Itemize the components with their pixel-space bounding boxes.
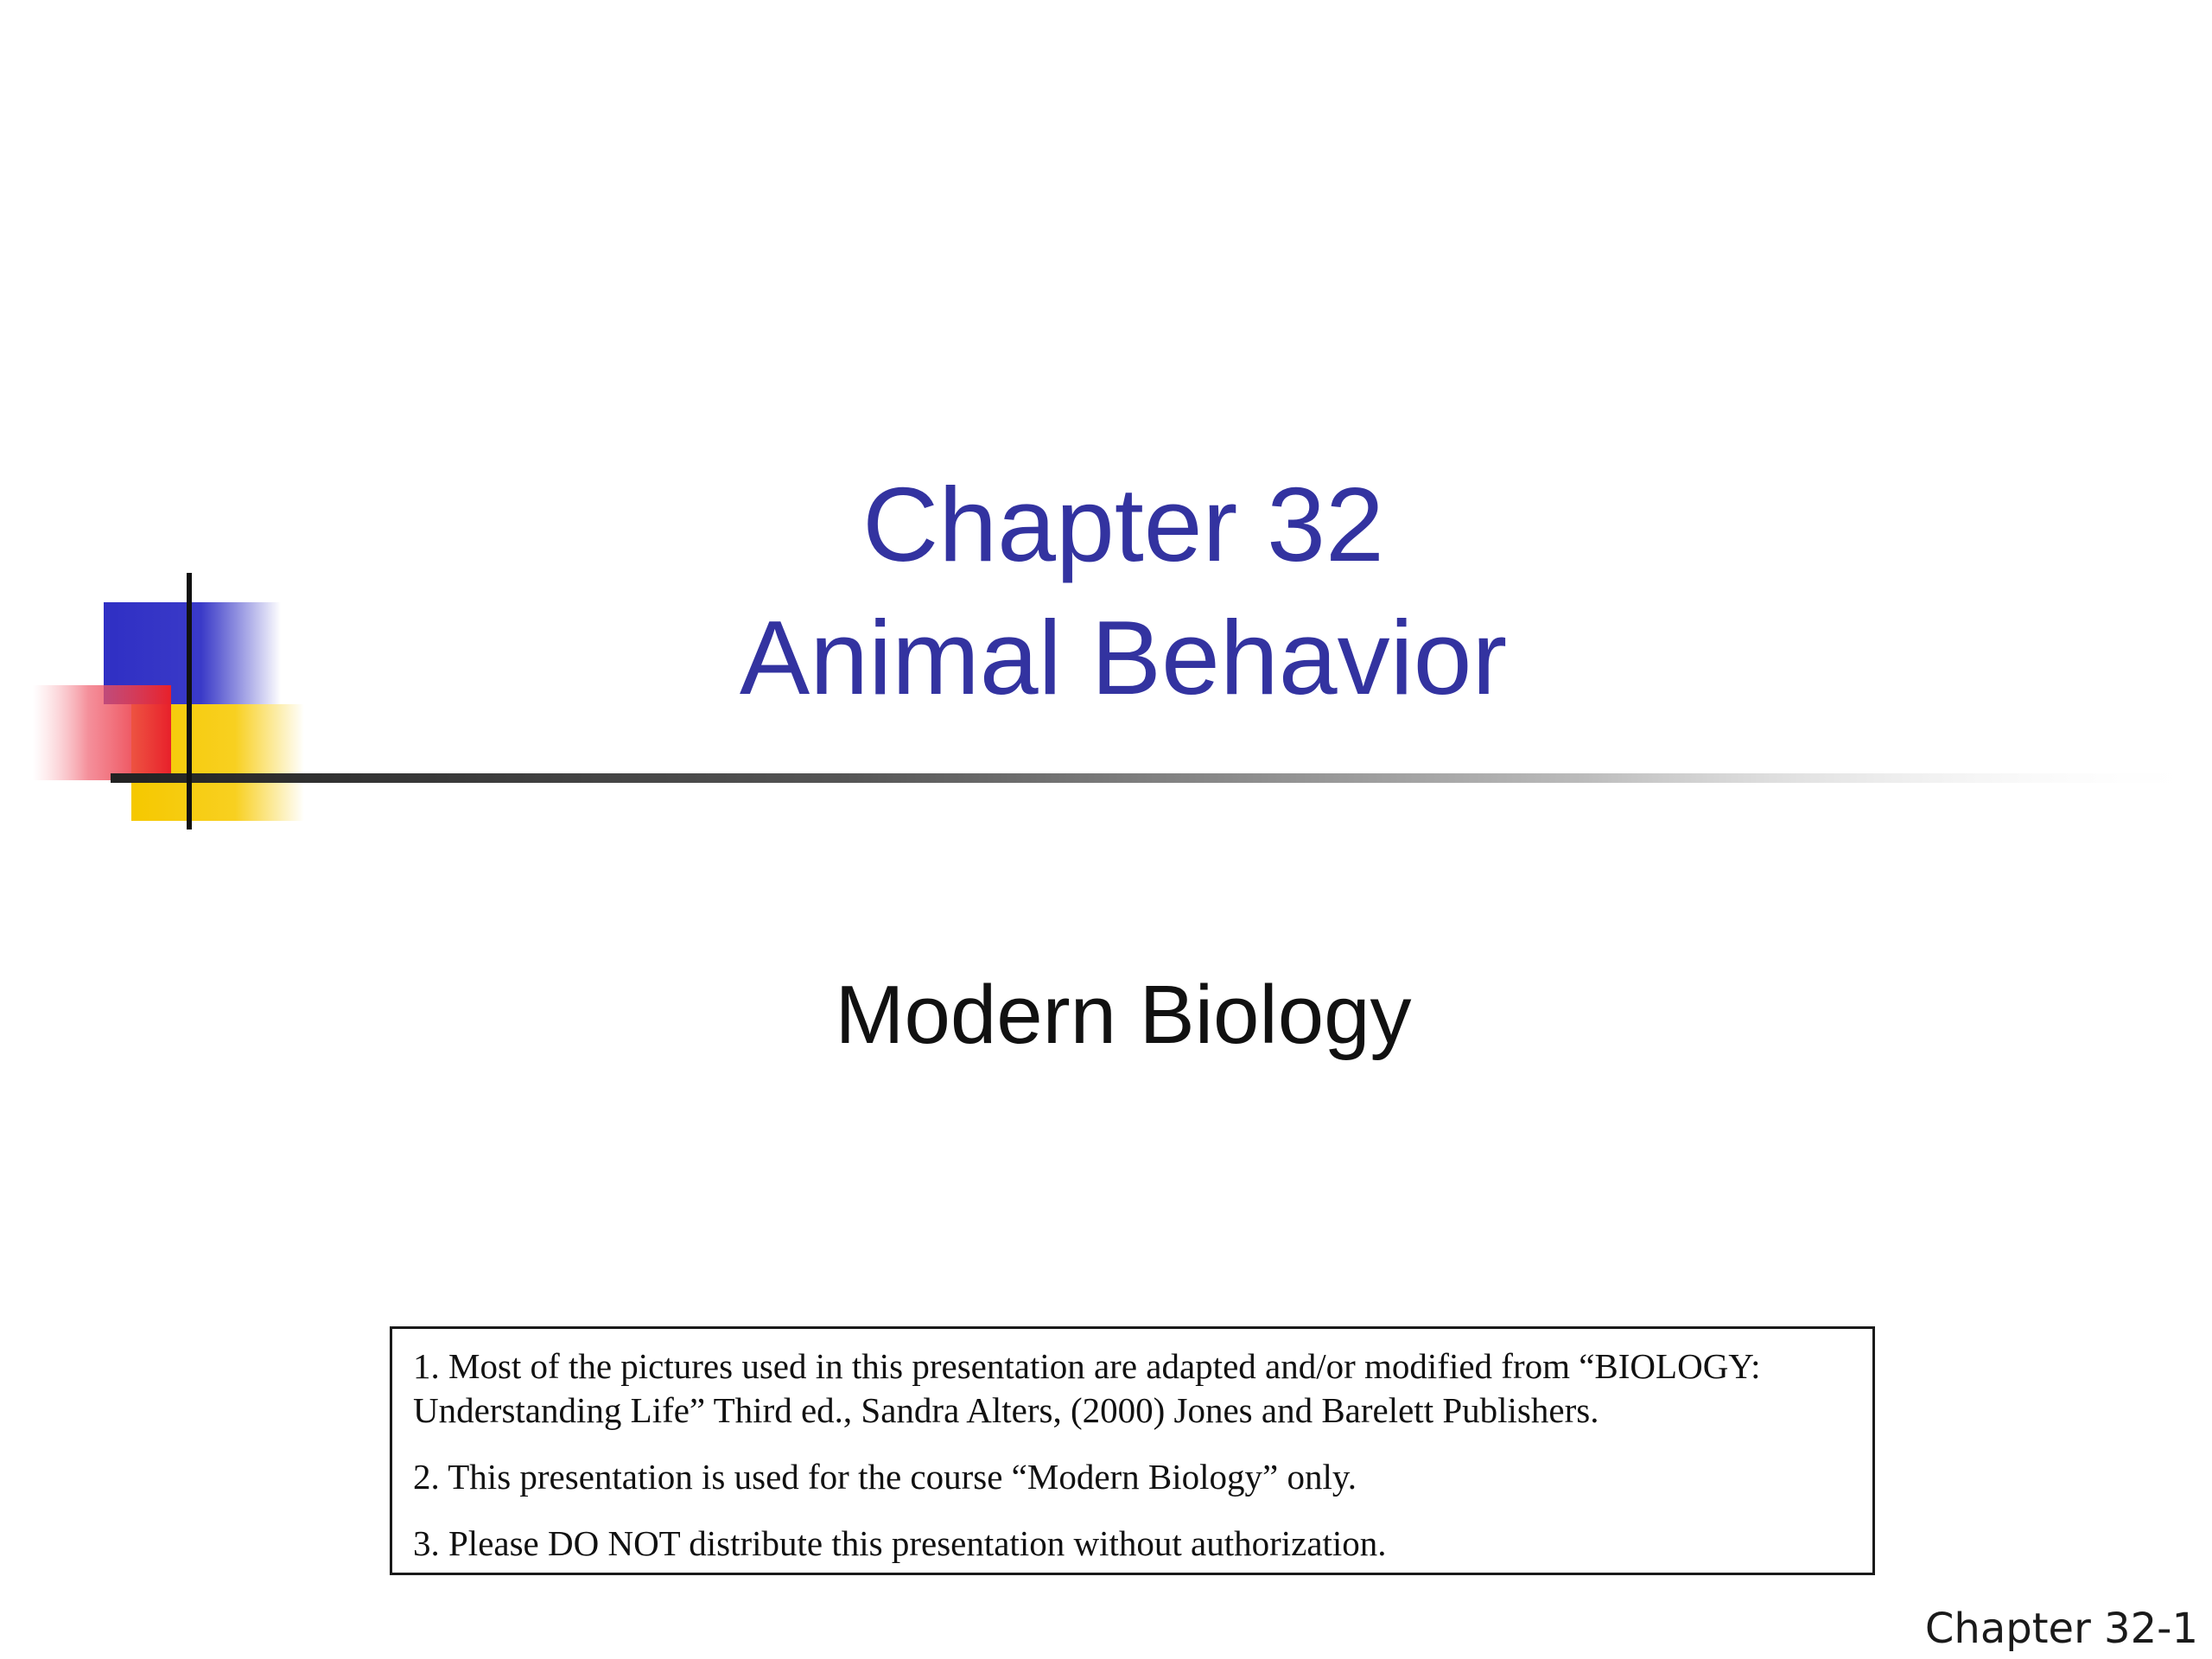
slide-title: [449, 458, 1797, 724]
slide-number-label: Chapter 32-1: [1924, 1605, 2198, 1653]
slide-subtitle: Modern Biology: [835, 969, 1412, 1061]
red-square: [33, 685, 171, 780]
title-line-topic: Animal Behavior: [739, 599, 1508, 716]
notice-box: [390, 1326, 1875, 1575]
notice-item-1: 1. Most of the pictures used in this presentation are adapted and/or modified from “BIOLOGY: Understanding Life” Third ed., Sandra Alters, (2000) Jones and Barelett Publishers.: [413, 1346, 1761, 1430]
vertical-rule: [187, 573, 192, 830]
horizontal-rule: [111, 773, 2212, 783]
notice-item-3: 3. Please DO NOT distribute this presentation without authorization.: [413, 1523, 1387, 1563]
title-line-chapter: Chapter 32: [862, 466, 1384, 583]
notice-item-2: 2. This presentation is used for the course “Modern Biology” only.: [413, 1457, 1357, 1497]
